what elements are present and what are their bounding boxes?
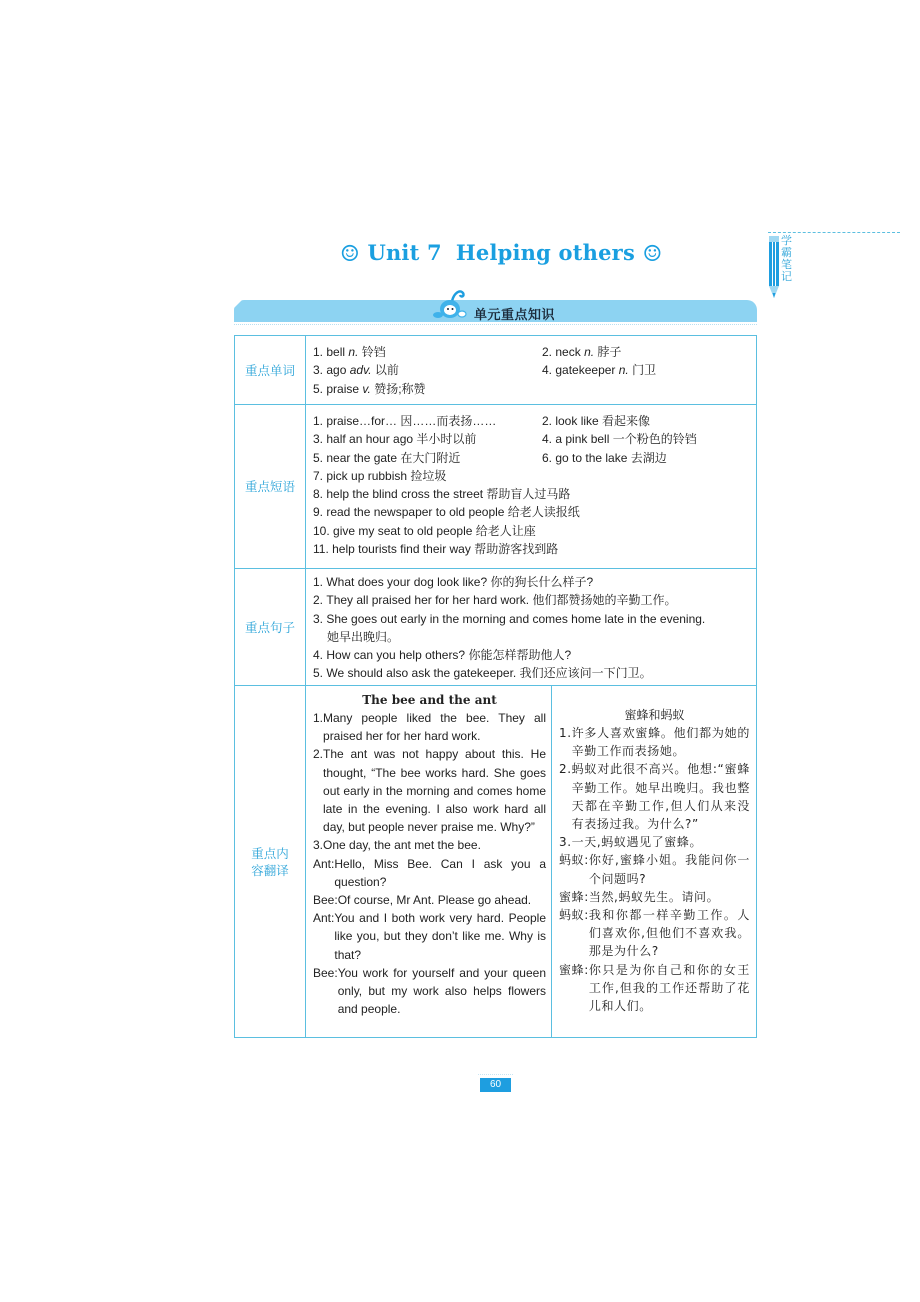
word-item: 1. bell n. 铃铛 (313, 345, 386, 359)
dialogue-line: Bee: You work for yourself and your queen only, but my work also helps flowers and people. (313, 965, 546, 1017)
knowledge-table (234, 335, 757, 1038)
page-number-divider (478, 1074, 513, 1075)
story-paragraph: 2. 蚂蚁对此很不高兴。他想:“蜜蜂辛勤工作。她早出晚归。我也整天都在辛勤工作,但人们从来没有表扬过我。为什么?” (559, 762, 750, 832)
row-label: 重点短语 (235, 405, 306, 568)
phrase-item: 9. read the newspaper to old people 给老人读报纸 (313, 505, 580, 520)
word-item: 3. ago adv. 以前 (313, 363, 399, 378)
word-item: 5. praise v. 赞扬;称赞 (313, 381, 426, 396)
side-tab-char: 记 (781, 270, 792, 283)
chinese-story (552, 686, 756, 1037)
word-line (313, 361, 750, 379)
page-title (340, 240, 663, 267)
row-key-words (235, 336, 756, 404)
dialogue-line: Ant: Hello, Miss Bee. Can I ask you a question? (313, 856, 546, 889)
sentence-item: 1. What does your dog look like? 你的狗长什么样子? (313, 575, 594, 589)
phrases-content (306, 405, 756, 568)
page-number: 60 (480, 1078, 511, 1092)
translation-content (306, 686, 756, 1037)
unit-number: Unit 7 (367, 240, 442, 265)
row-label: 重点句子 (235, 569, 306, 685)
pencil-icon (769, 236, 779, 298)
story-paragraph: 3. 一天,蚂蚁遇见了蜜蜂。 (559, 835, 703, 850)
row-label: 重点内 容翻译 (235, 686, 306, 1037)
phrase-item: 5. near the gate 在大门附近 (313, 450, 461, 465)
dialogue-line: 蚂蚁: 我和你都一样辛勤工作。人们喜欢你,但他们不喜欢我。那是为什么? (559, 908, 750, 959)
word-line (313, 380, 750, 398)
dialogue-line: 蜜蜂: 你只是为你自己和你的女王工作,但我的工作还帮助了花儿和人们。 (559, 962, 750, 1014)
phrase-item: 8. help the blind cross the street 帮助盲人过马路 (313, 487, 571, 502)
side-tab-char: 学 (781, 234, 792, 247)
row-label: 重点单词 (235, 336, 306, 404)
smile-icon: ☺ (642, 242, 663, 267)
phrase-item: 11. help tourists find their way 帮助游客找到路 (313, 542, 559, 557)
english-story-title: The bee and the ant (362, 693, 497, 707)
phrase-item: 7. pick up rubbish 捡垃圾 (313, 468, 447, 483)
row-content-translation (235, 685, 756, 1037)
unit-title: Helping others (455, 240, 635, 265)
phrase-item: 1. praise…for… 因……而表扬…… (313, 414, 497, 428)
story-paragraph: 1. Many people liked the bee. They all praised her for her hard work. (313, 711, 546, 744)
smile-icon: ☺ (340, 242, 360, 267)
side-tab-label (781, 235, 793, 283)
dialogue-line: 蜜蜂: 当然,蚂蚁先生。请问。 (559, 889, 720, 904)
side-tab-char: 霸 (781, 246, 792, 259)
row-key-sentences (235, 568, 756, 685)
side-tab-rule (768, 232, 900, 233)
sentence-continuation: 她早出晚归。 (327, 629, 400, 644)
phrase-item: 2. look like 看起来像 (542, 414, 651, 428)
word-item: 4. gatekeeper n. 门卫 (542, 363, 657, 378)
phrase-item: 6. go to the lake 去湖边 (542, 450, 667, 465)
sentences-content (306, 569, 756, 685)
english-story (306, 686, 552, 1037)
phrase-item: 4. a pink bell 一个粉色的铃铛 (542, 432, 697, 447)
chinese-story-title: 蜜蜂和蚂蚁 (624, 708, 685, 722)
row-key-phrases (235, 404, 756, 568)
phrase-item: 10. give my seat to old people 给老人让座 (313, 523, 536, 538)
phrase-item: 3. half an hour ago 半小时以前 (313, 432, 477, 447)
sentence-item: 4. How can you help others? 你能怎样帮助他人? (313, 648, 572, 663)
section-title: 单元重点知识 (474, 308, 556, 323)
dialogue-line: Ant: You and I both work very hard. People like you, but they don’t like me. Why is that? (313, 911, 546, 962)
word-item: 2. neck n. 脖子 (542, 345, 622, 359)
mascot-icon (430, 287, 470, 323)
word-line (313, 343, 750, 361)
sentence-item: 3. She goes out early in the morning and comes home late in the evening. (313, 611, 706, 626)
words-content (306, 336, 756, 404)
story-paragraph: 2. The ant was not happy about this. He thought, “The bee works hard. She goes out early in the morning and comes home late in the evening. I also work hard all day, but people never praise me. Why?” (313, 747, 546, 835)
story-paragraph: 3. One day, the ant met the bee. (313, 838, 481, 853)
banner-divider (234, 324, 757, 325)
sentence-item: 2. They all praised her for her hard work. 他们都赞扬她的辛勤工作。 (313, 593, 677, 608)
dialogue-line: 蚂蚁: 你好,蜜蜂小姐。我能问你一个问题吗? (559, 853, 750, 886)
sentence-item: 5. We should also ask the gatekeeper. 我们还应该问一下门卫。 (313, 666, 652, 681)
dialogue-line: Bee: Of course, Mr Ant. Please go ahead. (313, 893, 532, 908)
story-paragraph: 1. 许多人喜欢蜜蜂。他们都为她的辛勤工作而表扬她。 (559, 726, 750, 759)
side-tab-char: 笔 (781, 258, 792, 271)
